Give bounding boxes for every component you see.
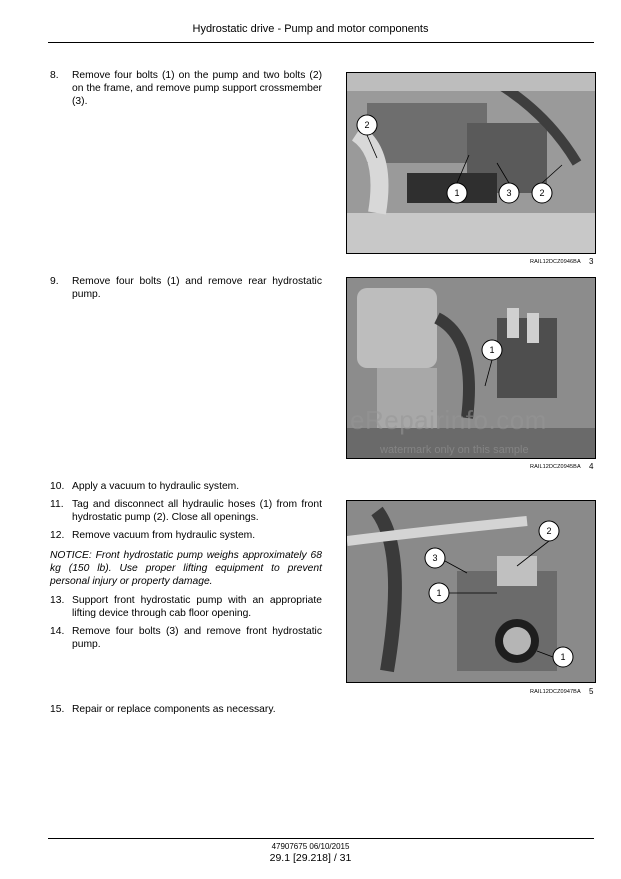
step-number: 15. <box>50 704 65 715</box>
step-text: Remove four bolts (1) and remove rear hydrostatic pump. <box>72 276 322 300</box>
step-8 <box>50 69 322 108</box>
step-text: Remove four bolts (1) on the pump and two bolts (2) on the frame, and remove pump support crossmember (3). <box>72 70 322 107</box>
footer-document-id: 47907675 06/10/2015 <box>271 842 350 851</box>
figure-3-code: RAIL12DCZ0946BA <box>530 259 581 265</box>
figure-5-photo <box>346 500 596 683</box>
step-13 <box>50 594 322 620</box>
figure-3-number: 3 <box>589 257 594 266</box>
figure-4-callout: 1 <box>489 345 495 355</box>
step-11 <box>50 498 322 524</box>
step-text: Repair or replace components as necessary. <box>72 704 276 715</box>
step-12 <box>50 529 322 542</box>
figure-3-callout: 1 <box>454 188 460 198</box>
figure-5-illustration <box>347 501 595 682</box>
figure-3-illustration <box>347 73 595 253</box>
figure-3-callout: 2 <box>364 120 370 130</box>
notice-text: NOTICE: Front hydrostatic pump weighs approximately 68 kg (150 lb). Use proper lifting equipment to prevent personal injury or property damage. <box>50 550 322 587</box>
step-9 <box>50 275 322 301</box>
step-14 <box>50 625 322 651</box>
step-number: 13. <box>50 595 65 606</box>
figure-5-callout: 3 <box>432 553 438 563</box>
page-header-title: Hydrostatic drive - Pump and motor components <box>192 23 429 35</box>
figure-5-number: 5 <box>589 687 594 696</box>
figure-3-callout: 3 <box>506 188 512 198</box>
figure-5-code: RAIL12DCZ0947BA <box>530 689 581 695</box>
step-15 <box>50 703 322 716</box>
step-number: 12. <box>50 530 65 541</box>
figure-4-number: 4 <box>589 462 594 471</box>
step-number: 14. <box>50 626 65 637</box>
step-number: 8. <box>50 70 59 81</box>
step-text: Apply a vacuum to hydraulic system. <box>72 481 240 492</box>
step-number: 9. <box>50 276 59 287</box>
header-rule <box>48 42 594 43</box>
figure-3-callout: 2 <box>539 188 545 198</box>
figure-5-callout: 2 <box>546 526 552 536</box>
figure-5-callout: 1 <box>560 652 566 662</box>
footer-rule <box>48 838 594 839</box>
footer-page-number: 29.1 [29.218] / 31 <box>269 852 352 864</box>
step-text: Remove four bolts (3) and remove front hydrostatic pump. <box>72 626 322 650</box>
figure-5-callout: 1 <box>436 588 442 598</box>
step-text: Tag and disconnect all hydraulic hoses (1) from front hydrostatic pump (2). Close all openings. <box>72 499 322 523</box>
figure-4-code: RAIL12DCZ0945BA <box>530 464 581 470</box>
step-10 <box>50 480 322 493</box>
figure-3-photo <box>346 72 596 254</box>
step-number: 11. <box>50 499 64 510</box>
watermark-text: eRepairinfo.com <box>350 405 547 435</box>
watermark-subtext: watermark only on this sample <box>380 444 529 456</box>
step-text: Support front hydrostatic pump with an appropriate lifting device through cab floor opening. <box>72 595 322 619</box>
step-number: 10. <box>50 481 65 492</box>
step-text: Remove vacuum from hydraulic system. <box>72 530 256 541</box>
